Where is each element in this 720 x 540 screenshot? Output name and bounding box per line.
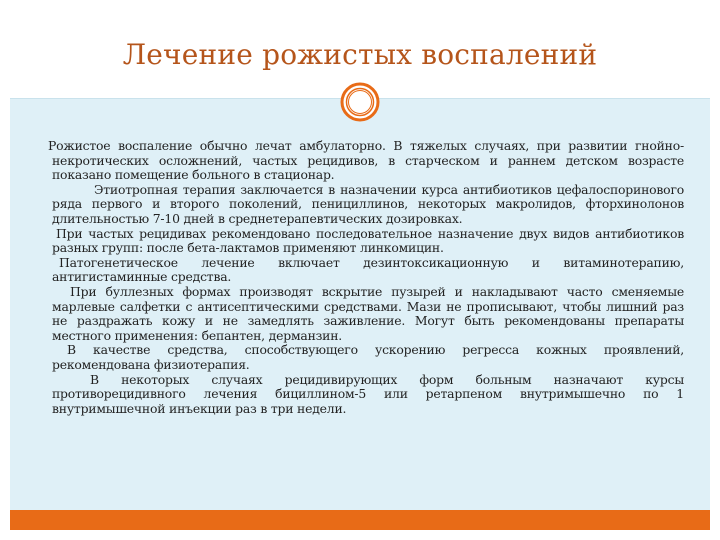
slide-title: Лечение рожистых воспалений (122, 38, 598, 71)
slide (10, 10, 710, 530)
circle-ring-icon (340, 82, 380, 122)
paragraph-inpatient: Рожистое воспаление обычно лечат амбулаторно. В тяжелых случаях, при развитии гнойно-некротических осложнений, частых рецидивов, в старческом и раннем детском возрасте показано помещение больного в стационар. (48, 138, 684, 183)
bottom-accent-bar (10, 510, 710, 530)
paragraph-physiotherapy: В качестве средства, способствующего ускорению регресса кожных проявлений, рекомендована физиотерапия. (52, 342, 684, 372)
paragraph-bullous: При буллезных формах производят вскрытие пузырей и накладывают часто сменяемые марлевые салфетки с антисептическими средствами. Мази не прописывают, чтобы лишний раз не раздражать кожу и не замедлять заживление. Могут быть рекомендованы препараты местного применения: бепантен, дерманзин. (52, 283, 684, 343)
paragraph-pathogenetic: Патогенетическое лечение включает дезинтоксикационную и витаминотерапию, антигистаминные средства. (52, 254, 684, 285)
paragraph-anti-relapse: В некоторых случаях рецидивирующих форм больным назначают курсы противорецидивного лечения бициллином-5 или ретарпеном внутримышечно по 1 внутримышечной инъекции раз в три недели. (52, 371, 684, 416)
content-panel (10, 98, 710, 511)
paragraph-relapses: При частых рецидивах рекомендовано последовательное назначение двух видов антибиотиков разных групп: после бета-лактамов применяют линкомицин. (52, 225, 684, 256)
body-text (48, 138, 684, 416)
paragraph-etiotropic: Этиотропная терапия заключается в назначении курса антибиотиков цефалоспоринового ряда первого и второго поколений, пенициллинов, некоторых макролидов, фторхинолонов длительностью 7-10 дней в среднетерапевтических дозировках. (52, 181, 684, 226)
